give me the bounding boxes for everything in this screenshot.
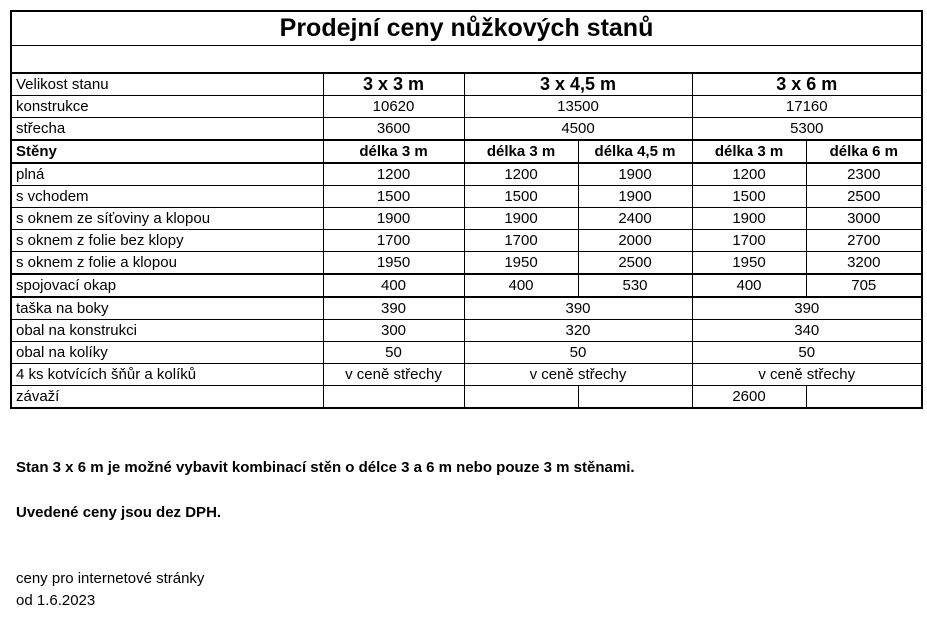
wall-value: 2500 — [806, 186, 922, 208]
konstrukce-3x6: 17160 — [692, 96, 922, 118]
wall-value: 3000 — [806, 208, 922, 230]
obal-konstrukce-label: obal na konstrukci — [11, 320, 323, 342]
wall-value: 1500 — [464, 186, 578, 208]
wall-value: 1500 — [323, 186, 464, 208]
zavazi-empty-cell — [578, 386, 692, 409]
wall-value: 1950 — [323, 252, 464, 275]
combination-note: Stan 3 x 6 m je možné vybavit kombinací stěn o délce 3 a 6 m nebo pouze 3 m stěnami. — [16, 459, 635, 476]
valid-from-date: od 1.6.2023 — [16, 592, 96, 609]
obal-koliky-3x3: 50 — [323, 342, 464, 364]
steny-col-header: délka 4,5 m — [578, 140, 692, 163]
wall-row-label: plná — [11, 163, 323, 186]
strecha-3x3: 3600 — [323, 118, 464, 141]
kotvici-3x6: v ceně střechy — [692, 364, 922, 386]
wall-value: 2300 — [806, 163, 922, 186]
zavazi-3x6-value: 2600 — [692, 386, 806, 409]
wall-row-label: s vchodem — [11, 186, 323, 208]
wall-value: 1900 — [464, 208, 578, 230]
size-3x6: 3 x 6 m — [692, 73, 922, 96]
obal-konstrukce-3x4-5: 320 — [464, 320, 692, 342]
wall-value: 1200 — [323, 163, 464, 186]
size-3x3: 3 x 3 m — [323, 73, 464, 96]
web-prices-note: ceny pro internetové stránky — [16, 570, 205, 587]
wall-value: 1900 — [692, 208, 806, 230]
price-table — [10, 10, 923, 409]
steny-label: Stěny — [11, 140, 323, 163]
steny-col-header: délka 6 m — [806, 140, 922, 163]
zavazi-empty-cell — [323, 386, 464, 409]
wall-value: 1900 — [323, 208, 464, 230]
obal-koliky-label: obal na kolíky — [11, 342, 323, 364]
taska-3x4-5: 390 — [464, 297, 692, 320]
obal-koliky-3x4-5: 50 — [464, 342, 692, 364]
kotvici-3x4-5: v ceně střechy — [464, 364, 692, 386]
kotvici-3x3: v ceně střechy — [323, 364, 464, 386]
taska-3x3: 390 — [323, 297, 464, 320]
okap-value: 400 — [464, 274, 578, 297]
kotvici-label: 4 ks kotvících šňůr a kolíků — [11, 364, 323, 386]
size-label: Velikost stanu — [11, 73, 323, 96]
konstrukce-3x3: 10620 — [323, 96, 464, 118]
obal-koliky-3x6: 50 — [692, 342, 922, 364]
okap-value: 705 — [806, 274, 922, 297]
strecha-label: střecha — [11, 118, 323, 141]
okap-label: spojovací okap — [11, 274, 323, 297]
wall-value: 1200 — [692, 163, 806, 186]
konstrukce-label: konstrukce — [11, 96, 323, 118]
okap-value: 530 — [578, 274, 692, 297]
steny-col-header: délka 3 m — [464, 140, 578, 163]
wall-value: 1700 — [464, 230, 578, 252]
vat-note: Uvedené ceny jsou dez DPH. — [16, 504, 222, 521]
size-3x4-5: 3 x 4,5 m — [464, 73, 692, 96]
blank-row — [11, 46, 922, 74]
wall-value: 1500 — [692, 186, 806, 208]
taska-label: taška na boky — [11, 297, 323, 320]
okap-value: 400 — [692, 274, 806, 297]
wall-value: 1200 — [464, 163, 578, 186]
wall-value: 1950 — [692, 252, 806, 275]
wall-value: 1700 — [692, 230, 806, 252]
zavazi-empty-cell — [464, 386, 578, 409]
wall-value: 1700 — [323, 230, 464, 252]
steny-col-header: délka 3 m — [692, 140, 806, 163]
okap-value: 400 — [323, 274, 464, 297]
wall-row-label: s oknem ze síťoviny a klopou — [11, 208, 323, 230]
wall-value: 3200 — [806, 252, 922, 275]
strecha-3x4-5: 4500 — [464, 118, 692, 141]
wall-row-label: s oknem z folie bez klopy — [11, 230, 323, 252]
wall-row-label: s oknem z folie a klopou — [11, 252, 323, 275]
wall-value: 2700 — [806, 230, 922, 252]
taska-3x6: 390 — [692, 297, 922, 320]
zavazi-label: závaží — [11, 386, 323, 409]
strecha-3x6: 5300 — [692, 118, 922, 141]
page-title: Prodejní ceny nůžkových stanů — [11, 11, 922, 46]
wall-value: 2400 — [578, 208, 692, 230]
obal-konstrukce-3x6: 340 — [692, 320, 922, 342]
wall-value: 2000 — [578, 230, 692, 252]
wall-value: 2500 — [578, 252, 692, 275]
wall-value: 1900 — [578, 163, 692, 186]
wall-value: 1900 — [578, 186, 692, 208]
wall-value: 1950 — [464, 252, 578, 275]
obal-konstrukce-3x3: 300 — [323, 320, 464, 342]
zavazi-empty-cell — [806, 386, 922, 409]
konstrukce-3x4-5: 13500 — [464, 96, 692, 118]
steny-col-header: délka 3 m — [323, 140, 464, 163]
